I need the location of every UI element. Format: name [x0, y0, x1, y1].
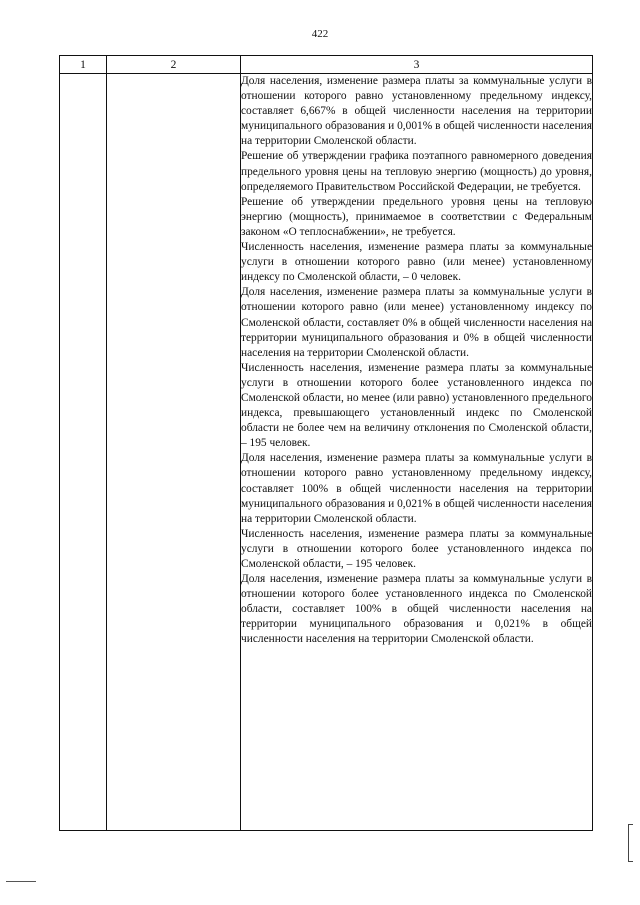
column-header-3: 3: [241, 56, 593, 74]
paragraph-share-more-than-index: Доля населения, изменение размера платы за коммунальные услуги в отношении которого более установленного индекса по Смоленской области, составляет 100% в общей численности населения на территории муниципального образования и 0,021% в общей численности населения на территории Смоленской области.: [241, 573, 592, 646]
document-table: [59, 55, 593, 831]
table-row: [60, 74, 593, 831]
column-header-2: 2: [107, 56, 241, 74]
paragraph-share-at-limit: Доля населения, изменение размера платы за коммунальные услуги в отношении которого равно установленному предельному индексу, составляет 100% в общей численности населения на территории муниципального образования и 0,021% в общей численности населения на территории Смоленской области.: [241, 452, 592, 525]
paragraph-price-level-decision: Решение об утверждении предельного уровня цены на тепловую энергию (мощность), принимаемое в соответствии с Федеральным законом «О теплоснабжении», не требуется.: [241, 195, 592, 238]
column-1-cell: [60, 74, 107, 831]
column-2-cell: [107, 74, 241, 831]
paragraph-count-above-index: Численность населения, изменение размера платы за коммунальные услуги в отношении которого более установленного индекса по Смоленской области, но менее (или равно) установленного предельного индекса, превышающего установленный индекс по Смоленской области не более чем на величину отклонения по Смоленской области, – 195 человек.: [241, 361, 592, 450]
scan-bracket-mark: [628, 824, 633, 862]
paragraph-share-equal-or-less: Доля населения, изменение размера платы за коммунальные услуги в отношении которого равно (или менее) установленному индексу по Смоленской области, составляет 0% в общей численности населения на территории муниципального образования и 0% в общей численности населения на территории Смоленской области.: [241, 286, 592, 359]
page-number: 422: [311, 28, 329, 40]
table-header-row: [60, 56, 593, 74]
margin-mark: [6, 881, 36, 882]
column-header-1: 1: [60, 56, 107, 74]
paragraph-count-more-than-index: Численность населения, изменение размера платы за коммунальные услуги в отношении которого более установленного индекса по Смоленской области, – 195 человек.: [241, 527, 592, 570]
column-3-cell: [241, 74, 593, 831]
paragraph-schedule-decision: Решение об утверждении графика поэтапного равномерного доведения предельного уровня цены на тепловую энергию (мощность) до уровня, определяемого Правительством Российской Федерации, не требуется.: [241, 150, 592, 193]
paragraph-count-equal-or-less: Численность населения, изменение размера платы за коммунальные услуги в отношении которого равно (или менее) установленному индексу по Смоленской области, – 0 человек.: [241, 241, 592, 284]
paragraph-share-indexed: Доля населения, изменение размера платы за коммунальные услуги в отношении которого равно установленному предельному индексу, составляет 6,667% в общей численности населения на территории муниципального образования и 0,001% в общей численности населения на территории Смоленской области.: [241, 75, 592, 148]
